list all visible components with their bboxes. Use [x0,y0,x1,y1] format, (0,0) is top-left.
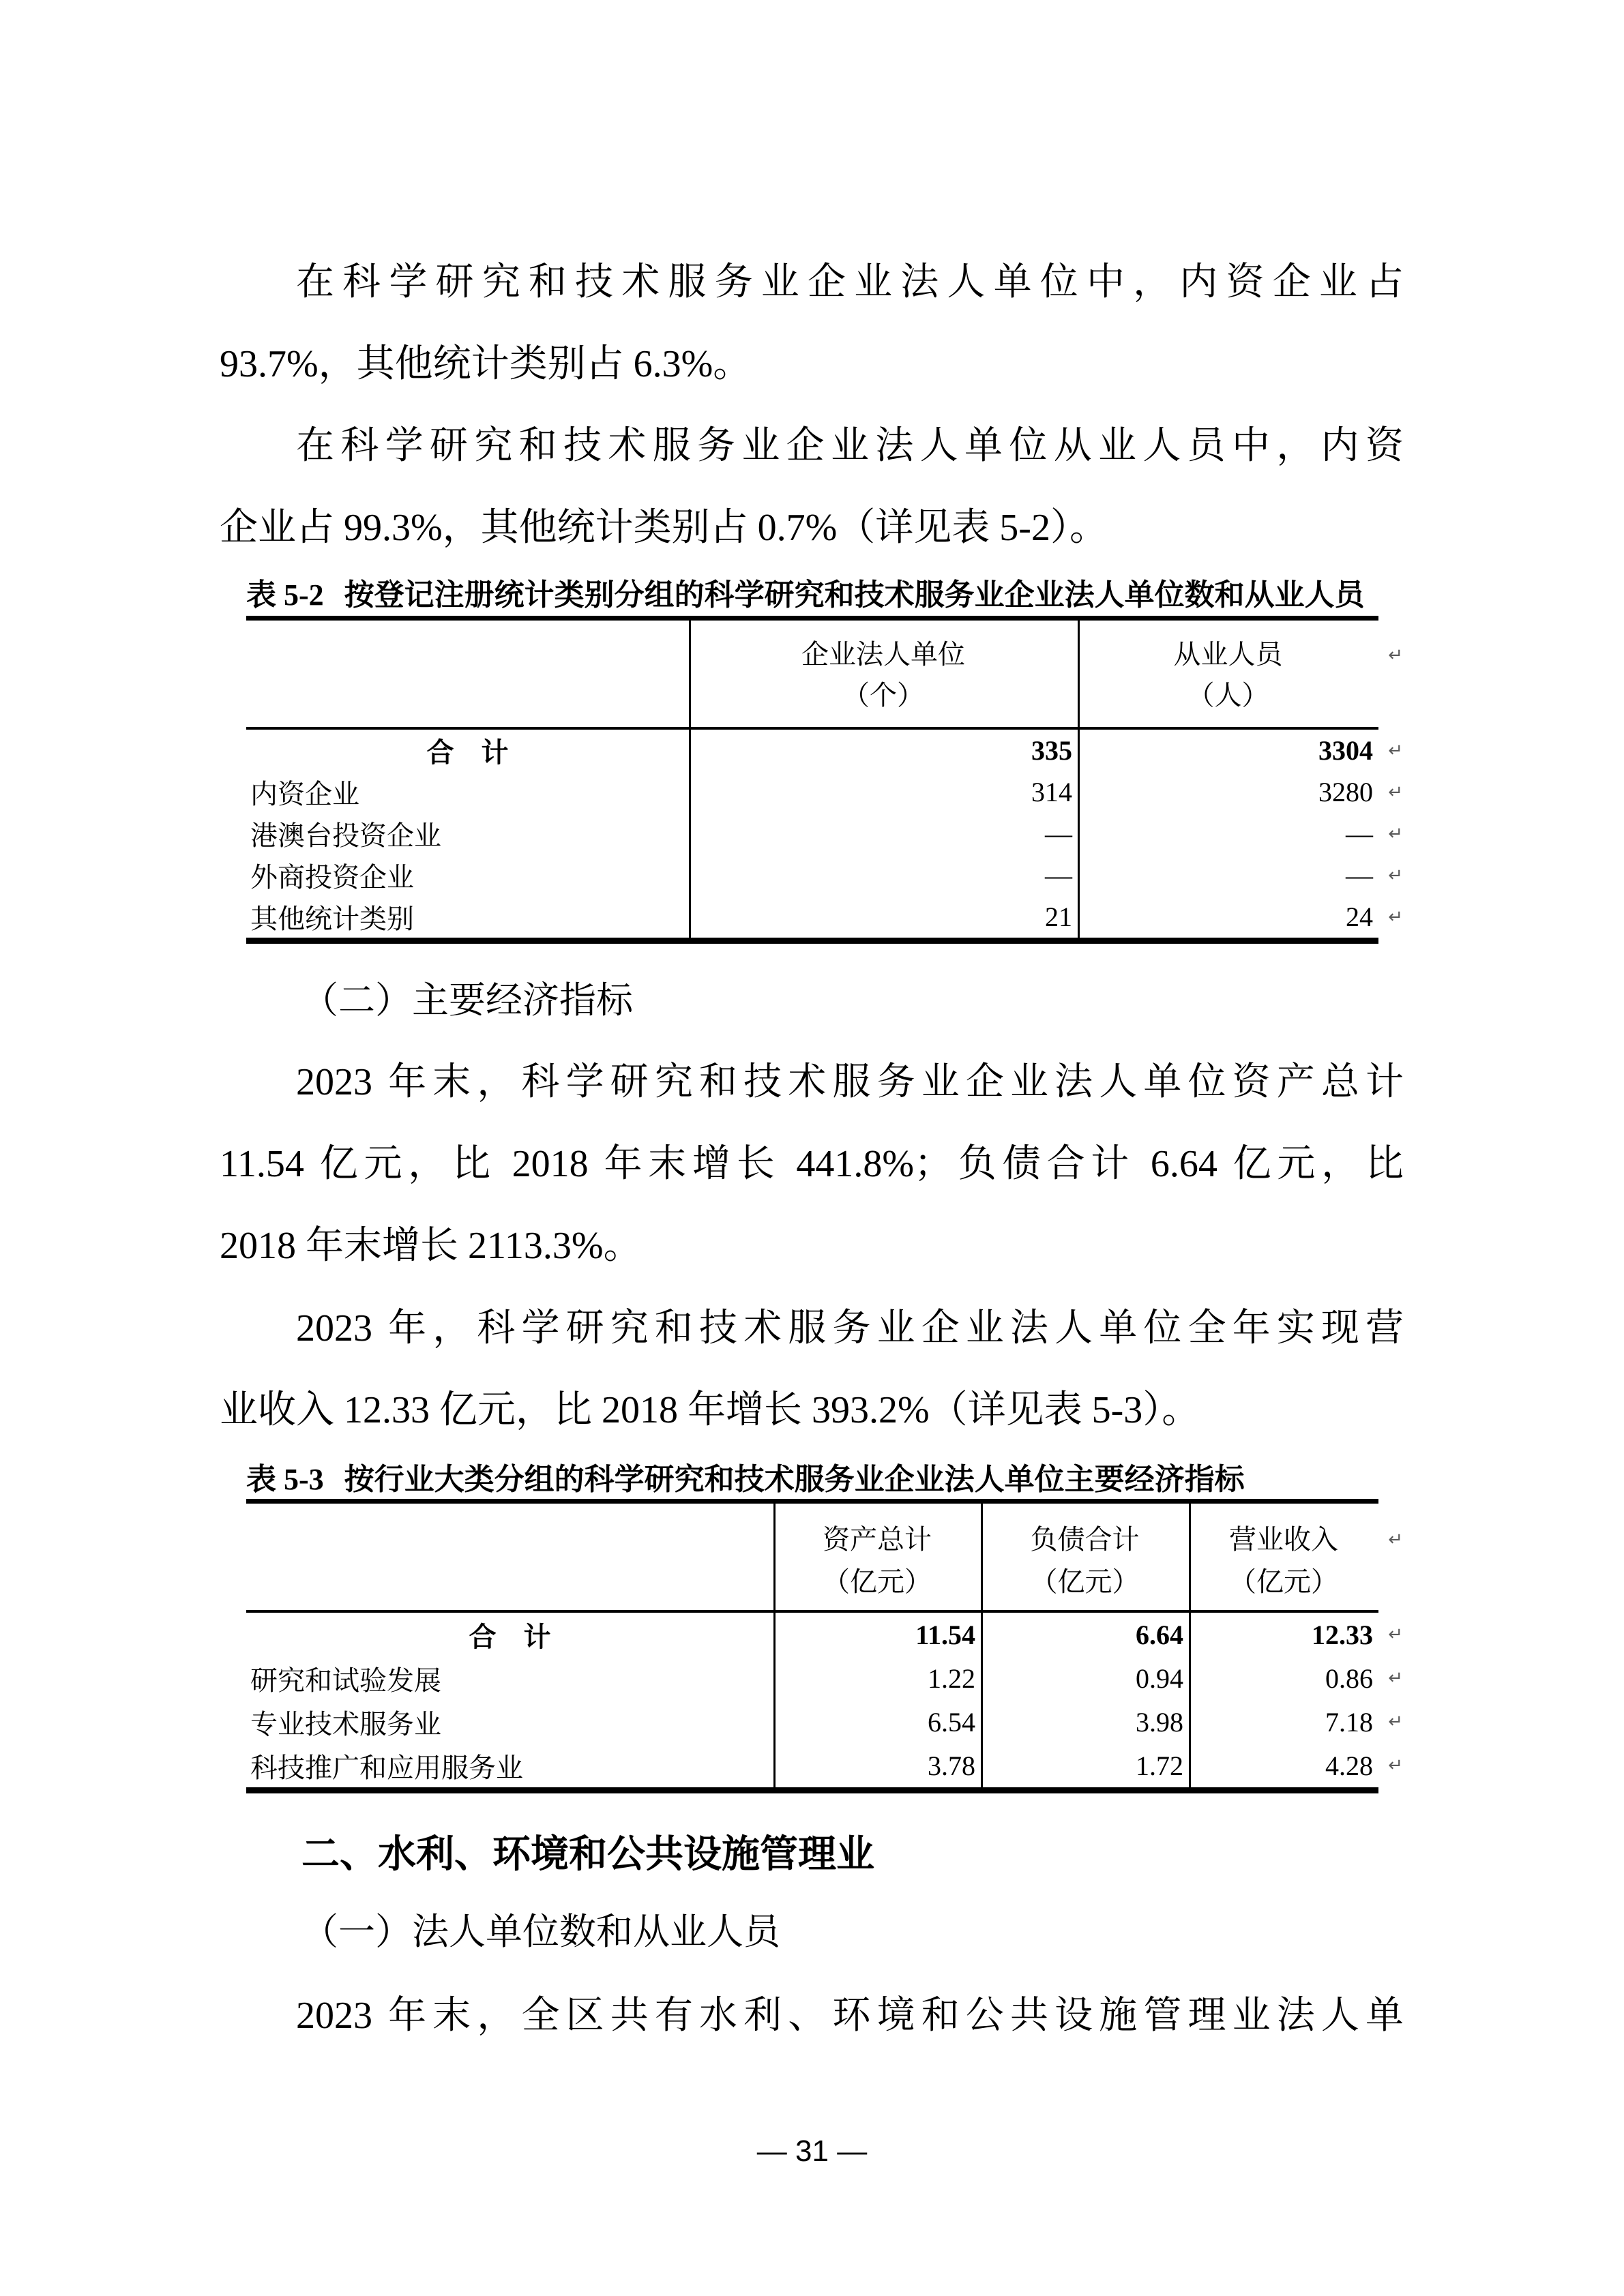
paragraph-line: 11.54 亿元，比 2018 年末增长 441.8%；负债合计 6.64 亿元，比 [220,1143,1404,1185]
cell-value: 335 [1031,735,1072,766]
cell-text: 3304 [1318,735,1373,766]
header-cell-revenue [1189,1519,1403,1610]
return-mark-icon: ↵ [1388,1712,1403,1732]
return-mark-icon: ↵ [1388,1624,1403,1645]
cell-value [1078,734,1403,766]
cell-value: — [1045,818,1072,849]
table-row [246,854,1403,896]
header-line: 营业收入 [1229,1524,1338,1555]
cell-value: 1.72 [1136,1750,1183,1781]
paragraph-line: 在科学研究和技术服务业企业法人单位中，内资企业占 [296,261,1404,303]
header-cell-units [689,634,1078,727]
cell-value: 3.78 [928,1750,975,1781]
table-5-3-header-row [246,1504,1403,1613]
table-row [246,771,1403,813]
cell-value [1078,776,1403,808]
header-line: （亿元） [1229,1566,1338,1597]
table-row [246,1613,1403,1656]
table-row [246,1656,1403,1700]
paragraph-3 [220,1041,1404,1287]
cell-value [1189,1619,1403,1651]
table-row [246,813,1403,854]
cell-text: 24 [1346,901,1373,932]
table-row [246,1744,1403,1787]
return-mark-icon: ↵ [1388,865,1403,886]
return-mark-icon: ↵ [1388,645,1403,666]
row-label: 外商投资企业 [250,862,414,893]
page-number: — 31 — [756,2134,868,2168]
paragraph-1 [220,241,1404,405]
cell-value: 21 [1045,901,1072,932]
row-label: 内资企业 [250,779,359,809]
sub-heading-legal-units: （一）法人单位数和从业人员 [301,1911,780,1952]
table-row [246,896,1403,938]
header-line: （亿元） [823,1566,932,1597]
cell-text: 3280 [1318,777,1373,807]
cell-value: 6.64 [1136,1619,1183,1650]
table-5-2-title-text: 按登记注册统计类别分组的科学研究和技术服务业企业法人单位数和从业人员 [344,578,1365,612]
cell-text: — [1346,818,1373,849]
paragraph-line: 2023 年末，全区共有水利、环境和公共设施管理业法人单 [296,1995,1404,2037]
table-5-2-header-row [246,621,1403,730]
paragraph-line: 业收入 12.33 亿元，比 2018 年增长 393.2%（详见表 5-3）。 [220,1389,1200,1431]
return-mark-icon: ↵ [1388,781,1403,803]
cell-value: — [1045,860,1072,891]
header-cell-employees [1078,634,1403,727]
row-label: 专业技术服务业 [250,1708,441,1740]
header-line: （人） [1187,680,1269,711]
row-label: 合 计 [426,737,509,768]
sub-heading-economic-indicators: （二）主要经济指标 [301,980,633,1021]
return-mark-icon: ↵ [1388,1668,1403,1688]
return-mark-icon: ↵ [1388,823,1403,844]
cell-text: 7.18 [1325,1706,1373,1738]
row-label: 其他统计类别 [250,904,414,934]
row-label: 科技推广和应用服务业 [250,1752,523,1783]
cell-value: 1.22 [928,1663,975,1694]
return-mark-icon: ↵ [1388,906,1403,927]
paragraph-5 [220,1975,1404,2057]
header-line: （亿元） [1030,1566,1140,1597]
cell-text: 0.86 [1325,1663,1373,1694]
cell-value [1078,818,1403,850]
header-line: 企业法人单位 [801,639,965,670]
paragraph-line: 2018 年末增长 2113.3%。 [220,1225,642,1267]
cell-value [1078,901,1403,933]
cell-value: 3.98 [1136,1706,1183,1738]
header-cell-empty [246,634,689,727]
table-5-3 [246,1499,1403,1793]
paragraph-2 [220,405,1404,569]
header-line: 负债合计 [1030,1524,1140,1555]
header-line: 从业人员 [1173,639,1283,670]
paragraph-line: 2023 年末，科学研究和技术服务业企业法人单位资产总计 [296,1061,1404,1103]
return-mark-icon: ↵ [1388,1755,1403,1776]
row-label: 研究和试验发展 [250,1665,441,1696]
return-mark-icon: ↵ [1388,740,1403,761]
table-5-2-title-tag: 表 5-2 [246,578,324,612]
paragraph-line: 在科学研究和技术服务业企业法人单位从业人员中，内资 [296,425,1404,467]
paragraph-line: 企业占 99.3%，其他统计类别占 0.7%（详见表 5-2）。 [220,507,1108,549]
header-cell-empty [246,1519,773,1610]
table-5-3-title-text: 按行业大类分组的科学研究和技术服务业企业法人单位主要经济指标 [344,1463,1245,1496]
row-label: 港澳台投资企业 [250,820,441,851]
cell-value [1078,859,1403,891]
paragraph-line: 2023 年，科学研究和技术服务业企业法人单位全年实现营 [296,1307,1404,1350]
table-row [246,1700,1403,1744]
cell-text: 12.33 [1312,1619,1373,1650]
header-cell-liabilities [981,1519,1189,1610]
table-5-2-title [246,575,1419,616]
cell-value [1189,1750,1403,1782]
cell-text: 4.28 [1325,1750,1373,1781]
table-5-3-title [246,1459,1419,1500]
paragraph-line: 93.7%，其他统计类别占 6.3%。 [220,343,752,385]
header-line: （个） [842,680,924,711]
cell-value: 6.54 [928,1706,975,1738]
cell-value: 11.54 [915,1619,975,1650]
cell-value [1189,1706,1403,1738]
cell-value [1189,1663,1403,1695]
table-5-2 [246,616,1403,944]
header-cell-assets [773,1519,981,1610]
return-mark-icon: ↵ [1388,1530,1403,1550]
header-line: 资产总计 [823,1524,932,1555]
paragraph-4 [220,1287,1404,1451]
cell-value: 314 [1031,777,1072,807]
section-heading-water-environment: 二、水利、环境和公共设施管理业 [301,1832,874,1875]
table-row [246,730,1403,771]
cell-value: 0.94 [1136,1663,1183,1694]
cell-text: — [1346,860,1373,891]
table-5-3-title-tag: 表 5-3 [246,1463,324,1496]
row-label: 合 计 [469,1621,551,1652]
